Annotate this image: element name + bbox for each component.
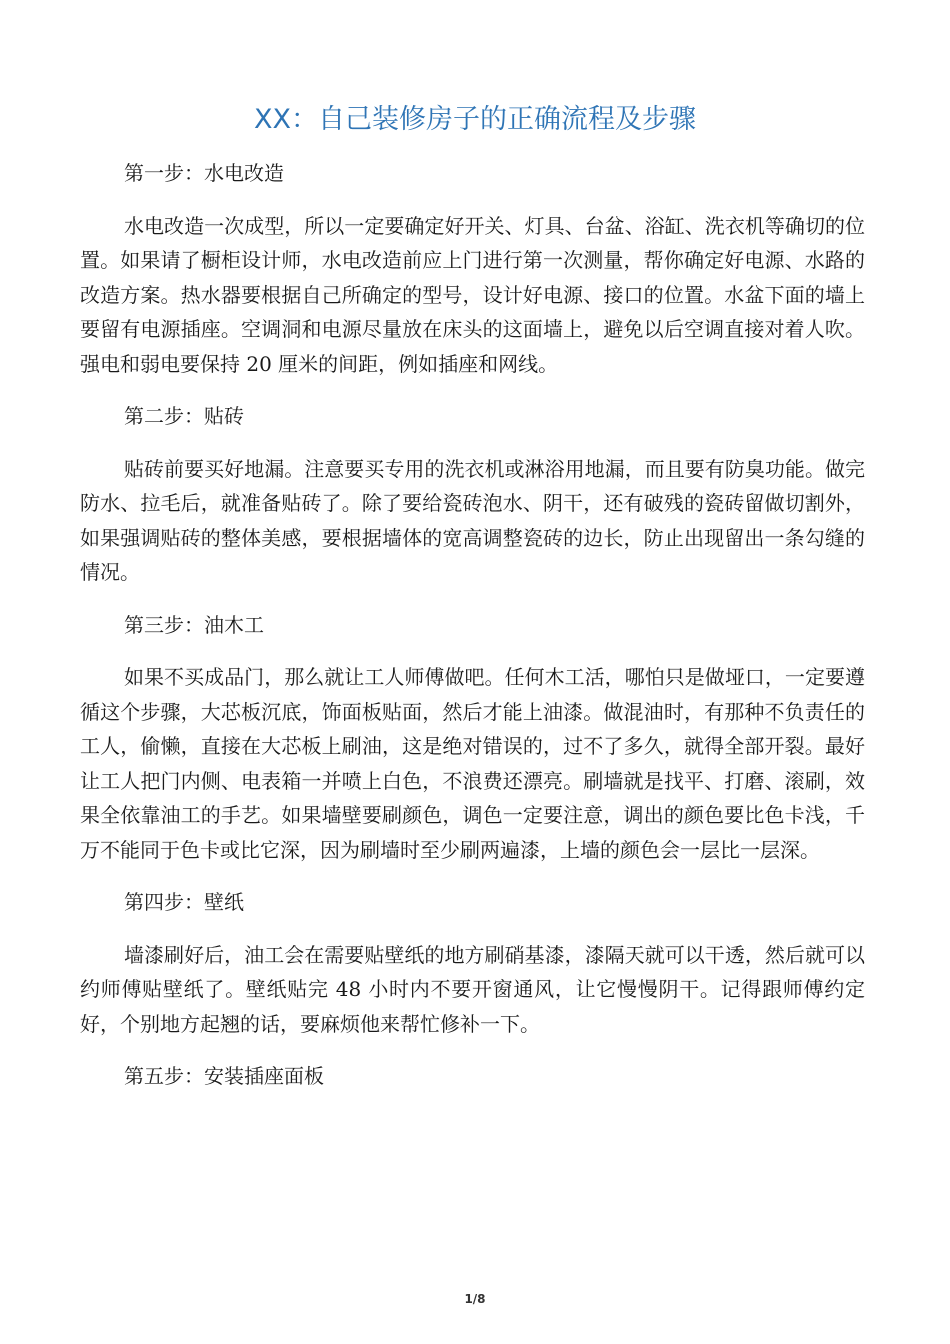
page-number: 1/8: [464, 1292, 486, 1306]
section-heading-4: 第四步：壁纸: [124, 890, 244, 914]
page-title: XX：自己装修房子的正确流程及步骤: [254, 104, 696, 135]
section-paragraph-4: 墙漆刷好后，油工会在需要贴壁纸的地方刷硝基漆，漆隔天就可以干透，然后就可以约师傅贴壁纸了。壁纸贴完 48 小时内不要开窗通风，让它慢慢阴干。记得跟师傅约定好，个别地方起翘的话，要麻烦他来帮忙修补一下。: [80, 942, 865, 1036]
section-heading-2: 第二步：贴砖: [124, 404, 244, 428]
section-paragraph-1: 水电改造一次成型，所以一定要确定好开关、灯具、台盆、浴缸、洗衣机等确切的位置。如果请了橱柜设计师，水电改造前应上门进行第一次测量，帮你确定好电源、水路的改造方案。热水器要根据自己所确定的型号，设计好电源、接口的位置。水盆下面的墙上要留有电源插座。空调洞和电源尽量放在床头的这面墙上，避免以后空调直接对着人吹。强电和弱电要保持 20 厘米的间距，例如插座和网线。: [80, 213, 865, 376]
section-heading-5: 第五步：安装插座面板: [124, 1064, 324, 1088]
section-heading-3: 第三步：油木工: [124, 612, 264, 637]
section-heading-1: 第一步：水电改造: [124, 161, 284, 185]
section-paragraph-3: 如果不买成品门，那么就让工人师傅做吧。任何木工活，哪怕只是做垭口，一定要遵循这个步骤，大芯板沉底，饰面板贴面，然后才能上油漆。做混油时，有那种不负责任的工人，偷懒，直接在大芯板上刷油，这是绝对错误的，过不了多久，就得全部开裂。最好让工人把门内侧、电表箱一并喷上白色，不浪费还漂亮。刷墙就是找平、打磨、滚刷，效果全依靠油工的手艺。如果墙壁要刷颜色，调色一定要注意，调出的颜色要比色卡浅，千万不能同于色卡或比它深，因为刷墙时至少刷两遍漆，上墙的颜色会一层比一层深。: [80, 665, 865, 862]
document-body: [80, 156, 865, 1112]
section-paragraph-2: 贴砖前要买好地漏。注意要买专用的洗衣机或淋浴用地漏，而且要有防臭功能。做完防水、拉毛后，就准备贴砖了。除了要给瓷砖泡水、阴干，还有破残的瓷砖留做切割外，如果强调贴砖的整体美感，要根据墙体的宽高调整瓷砖的边长，防止出现留出一条勾缝的情况。: [80, 456, 865, 584]
